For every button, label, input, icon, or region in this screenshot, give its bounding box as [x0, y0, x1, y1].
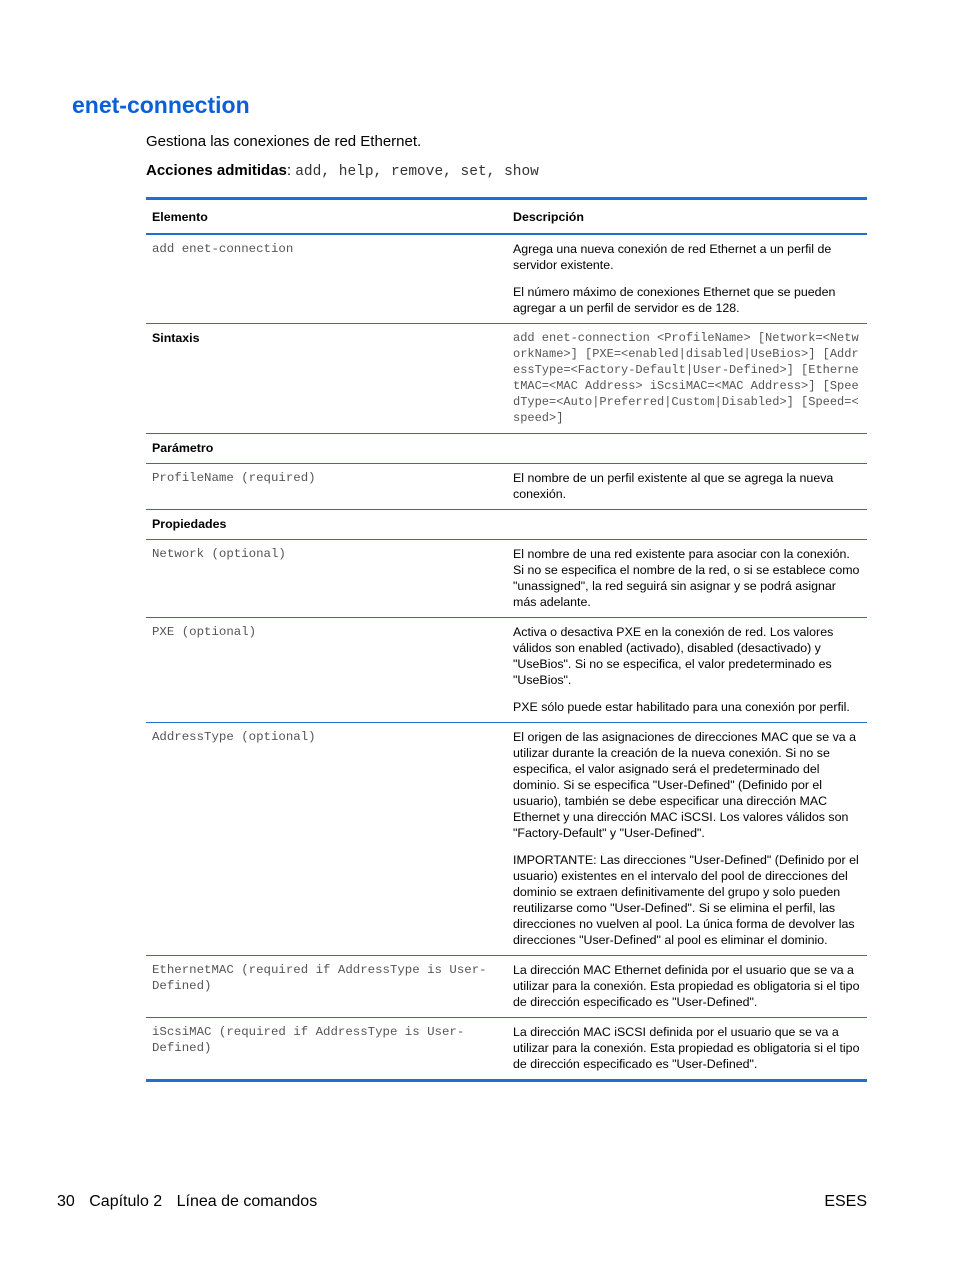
description-cell: [507, 434, 867, 464]
page-number: 30: [57, 1193, 75, 1210]
description-cell: [507, 510, 867, 540]
footer-locale: ESES: [824, 1193, 867, 1210]
table-row: [146, 1018, 867, 1081]
description-cell: [507, 234, 867, 324]
table-row: [146, 723, 867, 956]
description-paragraph: El origen de las asignaciones de direcciones MAC que se va a utilizar durante la creación de la nueva conexión. Si no se especifica, el valor asignado será el predeterminado del dominio. Si se especifica "User-Defined" (Definido por el usuario), también se debe especificar una dirección MAC Ethernet y una dirección MAC iSCSI. Los valores válidos son "Factory-Default" y "User-Defined".: [513, 730, 857, 840]
element-cell: Parámetro: [146, 434, 507, 464]
description-cell: [507, 618, 867, 723]
element-cell: EthernetMAC (required if AddressType is User-Defined): [146, 956, 507, 1018]
element-cell: iScsiMAC (required if AddressType is User-Defined): [146, 1018, 507, 1081]
element-cell: add enet-connection: [146, 234, 507, 324]
element-cell: Network (optional): [146, 540, 507, 618]
intro-text: Gestiona las conexiones de red Ethernet.: [146, 133, 422, 150]
table-row: [146, 234, 867, 324]
elements-table: [146, 197, 867, 1082]
description-paragraph: IMPORTANTE: Las direcciones "User-Defined" (Definido por el usuario) existentes en el intervalo del pool de direcciones del dominio se extraen definitivamente del grupo y solo pueden reutilizarse como "User-Defined". Si se elimina el perfil, las direcciones no vuelven al pool. La única forma de devolver las direcciones "User-Defined" al pool es eliminar el dominio.: [513, 853, 859, 947]
chapter-title: Línea de comandos: [176, 1193, 318, 1210]
description-cell: [507, 464, 867, 510]
column-header-description: Descripción: [507, 199, 867, 235]
description-paragraph: El número máximo de conexiones Ethernet que se pueden agregar a un perfil de servidor es de 128.: [513, 285, 836, 315]
table-row: [146, 618, 867, 723]
description-paragraph: Agrega una nueva conexión de red Ethernet a un perfil de servidor existente.: [513, 242, 832, 272]
description-paragraph: PXE sólo puede estar habilitado para una conexión por perfil.: [513, 700, 850, 714]
syntax-text: add enet-connection <ProfileName> [Network=<NetworkName>] [PXE=<enabled|disabled|UseBios>] [AddressType=<Factory-Default|User-Defined>] [EthernetMAC=<MAC Address> iScsiMAC=<MAC Address>] [SpeedType=<Auto|Preferred|Custom|Disabled>] [Speed=<speed>]: [513, 331, 859, 425]
description-paragraph: La dirección MAC iSCSI definida por el usuario que se va a utilizar para la conexión. Esta propiedad es obligatoria si el tipo de dirección especificado es "User-Defined".: [513, 1025, 860, 1071]
supported-actions-label: Acciones admitidas: [146, 162, 287, 179]
table-row: [146, 510, 867, 540]
description-cell: [507, 540, 867, 618]
description-cell: [507, 723, 867, 956]
column-header-element: Elemento: [146, 199, 507, 235]
table-row: [146, 956, 867, 1018]
table-header-row: [146, 199, 867, 235]
page-title: enet-connection: [72, 92, 250, 118]
table-row: [146, 540, 867, 618]
page-footer: [57, 1193, 327, 1211]
element-cell: AddressType (optional): [146, 723, 507, 956]
description-cell: [507, 956, 867, 1018]
description-cell: [507, 1018, 867, 1081]
supported-actions: [146, 162, 539, 180]
description-paragraph: El nombre de un perfil existente al que se agrega la nueva conexión.: [513, 471, 834, 501]
table-row: [146, 434, 867, 464]
element-cell: Propiedades: [146, 510, 507, 540]
supported-actions-separator: :: [286, 162, 296, 179]
supported-actions-list: add, help, remove, set, show: [295, 164, 539, 180]
description-cell: [507, 324, 867, 434]
table-row: [146, 464, 867, 510]
description-paragraph: El nombre de una red existente para asociar con la conexión. Si no se especifica el nombre de la red, o si se establece como "unassigned", la red seguirá sin asignar y se podrá asignar más adelante.: [513, 547, 860, 609]
element-cell: Sintaxis: [146, 324, 507, 434]
table-body: [146, 234, 867, 1081]
element-cell: PXE (optional): [146, 618, 507, 723]
description-paragraph: La dirección MAC Ethernet definida por el usuario que se va a utilizar para la conexión. Esta propiedad es obligatoria si el tipo de dirección especificado es "User-Defined".: [513, 963, 860, 1009]
chapter-label: Capítulo 2: [89, 1193, 163, 1210]
table-row: [146, 324, 867, 434]
element-cell: ProfileName (required): [146, 464, 507, 510]
description-paragraph: Activa o desactiva PXE en la conexión de red. Los valores válidos son enabled (activado), disabled (desactivado) y "UseBios". Si no se especifica, el valor predeterminado es "UseBios".: [513, 625, 834, 687]
